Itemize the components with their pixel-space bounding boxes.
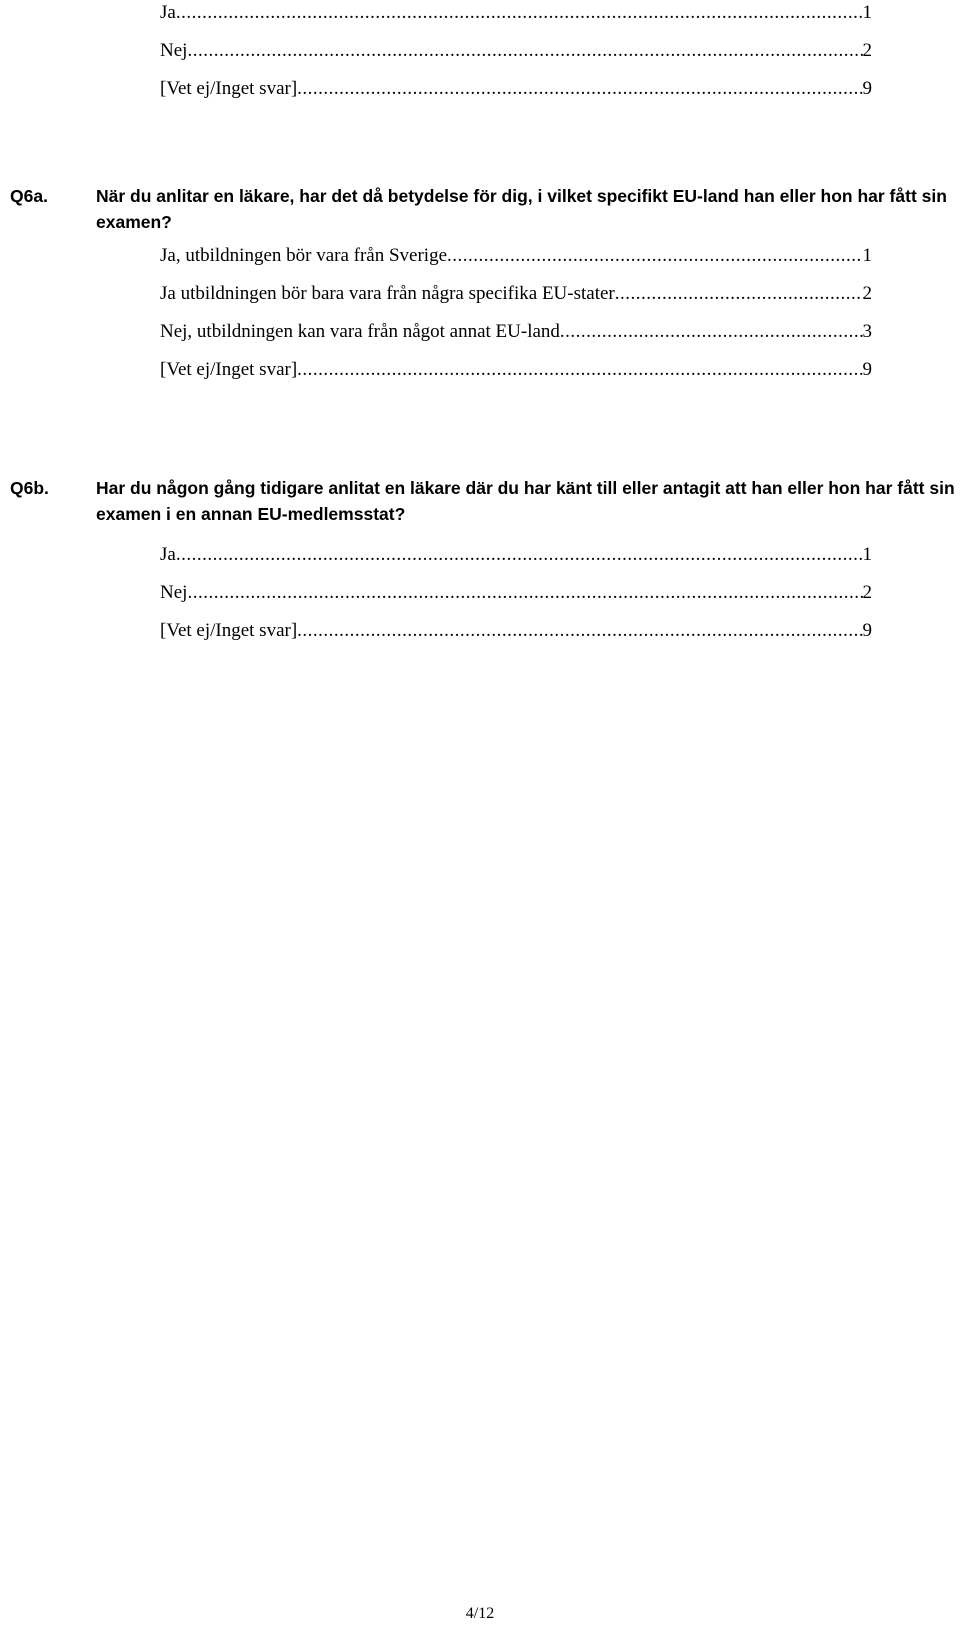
answer-option xyxy=(160,243,872,281)
dot-leader xyxy=(187,580,862,606)
dot-leader xyxy=(560,319,863,345)
dot-leader xyxy=(297,76,862,102)
prev-question-options xyxy=(160,0,872,114)
answer-option xyxy=(160,357,872,395)
answer-option xyxy=(160,580,872,618)
question-q6a xyxy=(10,183,955,235)
q6a-options xyxy=(160,243,872,395)
question-q6b xyxy=(10,475,955,527)
option-code: 2 xyxy=(862,40,872,61)
question-text: Har du någon gång tidigare anlitat en läkare där du har känt till eller antagit att han eller hon har fått sin examen i en annan EU-medlemsstat? xyxy=(96,478,955,524)
dot-leader xyxy=(176,0,863,26)
answer-option xyxy=(160,281,872,319)
option-code: 9 xyxy=(862,359,872,380)
option-label: Ja, utbildningen bör vara från Sverige xyxy=(160,245,448,266)
answer-option xyxy=(160,542,872,580)
question-id: Q6b. xyxy=(10,478,49,498)
dot-leader xyxy=(187,38,862,64)
dot-leader xyxy=(447,243,862,269)
option-label: [Vet ej/Inget svar] xyxy=(160,78,298,99)
option-code: 9 xyxy=(862,78,872,99)
option-label: [Vet ej/Inget svar] xyxy=(160,359,298,380)
option-label: [Vet ej/Inget svar] xyxy=(160,620,298,641)
option-label: Nej, utbildningen kan vara från något annat EU-land xyxy=(160,321,560,342)
option-code: 2 xyxy=(862,283,872,304)
option-code: 3 xyxy=(862,321,872,342)
option-code: 1 xyxy=(862,2,872,23)
question-id: Q6a. xyxy=(10,186,48,206)
q6b-options xyxy=(160,542,872,656)
dot-leader xyxy=(297,618,862,644)
answer-option xyxy=(160,618,872,656)
option-code: 1 xyxy=(862,245,872,266)
question-text: När du anlitar en läkare, har det då betydelse för dig, i vilket specifikt EU-land han eller hon har fått sin examen? xyxy=(96,186,947,232)
answer-option xyxy=(160,319,872,357)
dot-leader xyxy=(615,281,863,307)
option-label: Ja xyxy=(160,544,176,565)
answer-option xyxy=(160,38,872,76)
option-label: Ja utbildningen bör bara vara från några specifika EU-stater xyxy=(160,283,615,304)
option-code: 1 xyxy=(862,544,872,565)
option-label: Nej xyxy=(160,582,188,603)
option-label: Nej xyxy=(160,40,188,61)
option-label: Ja xyxy=(160,2,176,23)
dot-leader xyxy=(176,542,863,568)
page-number: 4/12 xyxy=(465,1605,495,1622)
option-code: 2 xyxy=(862,582,872,603)
option-code: 9 xyxy=(862,620,872,641)
dot-leader xyxy=(297,357,862,383)
answer-option xyxy=(160,0,872,38)
answer-option xyxy=(160,76,872,114)
